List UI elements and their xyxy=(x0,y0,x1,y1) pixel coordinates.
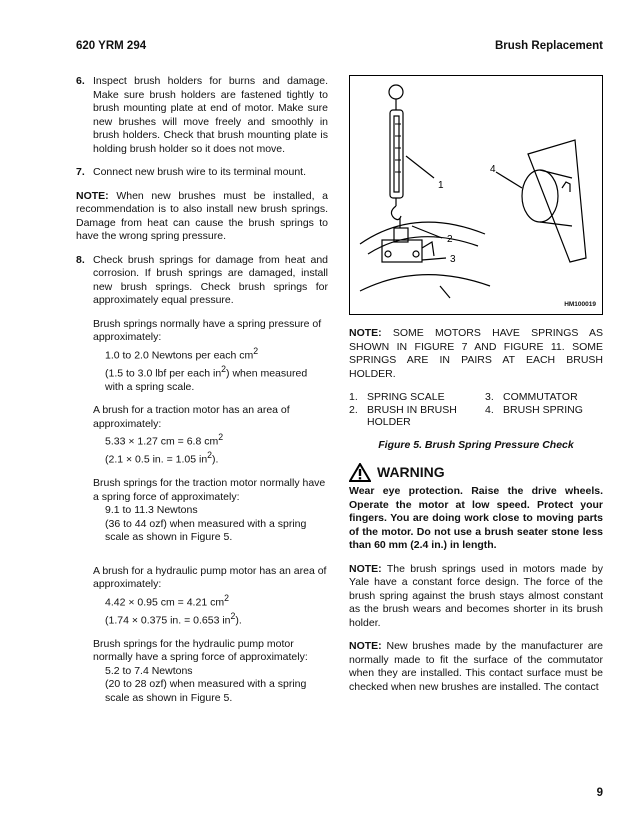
warning-header xyxy=(349,463,603,482)
paragraph-intro: Brush springs for the hydraulic pump motor normally have a spring force of approximately: xyxy=(93,637,308,663)
superscript: 2 xyxy=(207,450,213,460)
legend-item: 2. BRUSH IN BRUSH HOLDER xyxy=(349,403,457,428)
step-number: 7. xyxy=(76,166,85,178)
spring-scale-drawing xyxy=(350,76,602,314)
step-6 xyxy=(76,75,328,156)
spec-line: (2.1 × 0.5 in. = 1.05 in xyxy=(105,453,208,466)
paragraph-intro: A brush for a traction motor has an area of approximately: xyxy=(93,404,290,430)
step-text: Inspect brush holders for burns and damage. Make sure brush holders are fastened tightly to brush mounting plate at end of motor. Make sure new brushes will move freely and smoothly in brush holders. Check that brush mounting plate is holding brush holder so it does not move. xyxy=(93,75,328,155)
paragraph-intro: Brush springs normally have a spring pressure of approximately: xyxy=(93,317,322,343)
figure-5-illustration xyxy=(349,75,603,315)
spec-line: (36 to 44 ozf) when measured with a spring scale as shown in Figure 5. xyxy=(105,517,307,543)
note-new-springs xyxy=(76,190,328,244)
paragraph-intro: A brush for a hydraulic pump motor has an area of approximately: xyxy=(93,564,327,590)
note-text: New brushes made by the manufacturer are normally made to fit the surface of the commutator when they are installed. This contact surface must be checked when new brushes are installed. The contact xyxy=(349,640,603,693)
right-column xyxy=(349,75,603,704)
figure-id: HM100019 xyxy=(564,300,596,308)
step-8 xyxy=(76,254,328,308)
note-new-brushes xyxy=(349,640,603,694)
note-text: SOME MOTORS HAVE SPRINGS AS SHOWN IN FIGURE 7 AND FIGURE 11. SOME SPRINGS ARE IN PAIRS AT EACH BRUSH HOLDER. xyxy=(349,327,603,380)
step-number: 8. xyxy=(76,253,85,266)
step-number: 6. xyxy=(76,75,85,87)
step-text: Connect new brush wire to its terminal mount. xyxy=(93,166,307,178)
note-label: NOTE: xyxy=(349,562,382,575)
callout-1: 1 xyxy=(438,180,444,191)
step-7 xyxy=(76,166,328,180)
callout-3: 3 xyxy=(450,254,456,265)
scale-ring xyxy=(389,85,403,99)
callout-2: 2 xyxy=(447,234,453,245)
paragraph-intro: Brush springs for the traction motor normally have a spring force of approximately: xyxy=(93,477,326,503)
spec-line: (20 to 28 ozf) when measured with a spring scale as shown in Figure 5. xyxy=(105,678,307,704)
figure-note xyxy=(349,327,603,381)
spec-line: (1.74 × 0.375 in. = 0.653 in xyxy=(105,614,231,626)
page-number: 9 xyxy=(596,787,603,799)
spec-line: ) when measured with a spring scale. xyxy=(105,367,308,393)
pump-brush-area-paragraph: A brush for a hydraulic pump motor has an area of approximately: 4.42 × 0.95 cm = 4.21 $cm^2$ (1.74 × 0.375 in. = 0.653 $in^2$). xyxy=(93,564,327,626)
legend-item: 3. COMMUTATOR xyxy=(485,391,578,403)
note-label: NOTE: xyxy=(349,640,382,652)
note-label: NOTE: xyxy=(76,189,109,202)
spec-line: 9.1 to 11.3 Newtons xyxy=(105,504,198,516)
spec-line: 1.0 to 2.0 Newtons per each cm xyxy=(105,349,254,361)
note-label: NOTE: xyxy=(349,327,382,339)
spec-line: 5.2 to 7.4 Newtons xyxy=(105,664,193,677)
traction-brush-area-paragraph: A brush for a traction motor has an area of approximately: 5.33 × 1.27 cm = 6.8 $cm^2$ (2.1 × 0.5 in. = 1.05 $in^2$). xyxy=(93,404,328,467)
note-text: When new brushes must be installed, a recommendation is to also install new brush springs. Damage from heat can cause the brush springs to have the wrong spring pressure. xyxy=(76,189,328,242)
callout-4: 4 xyxy=(490,164,496,175)
pump-spring-force-paragraph xyxy=(93,638,328,706)
traction-spring-force-paragraph xyxy=(93,477,328,545)
header-section-title: Brush Replacement xyxy=(494,40,603,52)
step-text: Check brush springs for damage from heat and corrosion. If brush springs are damaged, install new brush springs. Check brush springs for approximately equal pressure. xyxy=(93,253,328,306)
spring-pressure-paragraph xyxy=(93,318,328,395)
bracket-plate xyxy=(528,140,586,262)
figure-caption: Figure 5. Brush Spring Pressure Check xyxy=(378,438,574,451)
note-constant-force xyxy=(349,563,603,631)
warning-text: Wear eye protection. Raise the drive wheels. Operate the motor at low speed. Protect your fingers. You are doing work close to moving parts of the motor. Do not use a brush seater stone less than 60 mm (2.4 in.) in length. xyxy=(349,485,603,551)
left-column xyxy=(76,75,328,715)
superscript: 2 xyxy=(230,610,236,621)
warning-title: WARNING xyxy=(377,463,445,480)
spring-cylinder xyxy=(522,170,558,222)
superscript: 2 xyxy=(221,363,227,374)
header-doc-id: 620 YRM 294 xyxy=(76,40,147,52)
spec-line: 5.33 × 1.27 cm = 6.8 cm xyxy=(105,435,219,448)
superscript: 2 xyxy=(253,345,259,356)
spec-line: 4.42 × 0.95 cm = 4.21 cm xyxy=(105,596,225,608)
superscript: 2 xyxy=(218,432,224,442)
note-text: The brush springs used in motors made by Yale have a constant force design. The force of the brush spring against the brush stays almost constant as the brush wears and becomes shorter in its brush holder. xyxy=(349,562,603,629)
figure-legend xyxy=(349,391,603,429)
warning-triangle-icon xyxy=(349,463,371,482)
superscript: 2 xyxy=(224,592,229,603)
scale-hook xyxy=(391,206,401,220)
legend-item: 4. BRUSH SPRING xyxy=(485,403,583,416)
spring-scale-body xyxy=(390,110,403,198)
legend-item: 1. SPRING SCALE xyxy=(349,391,445,403)
spec-line: (1.5 to 3.0 lbf per each in xyxy=(105,367,222,379)
